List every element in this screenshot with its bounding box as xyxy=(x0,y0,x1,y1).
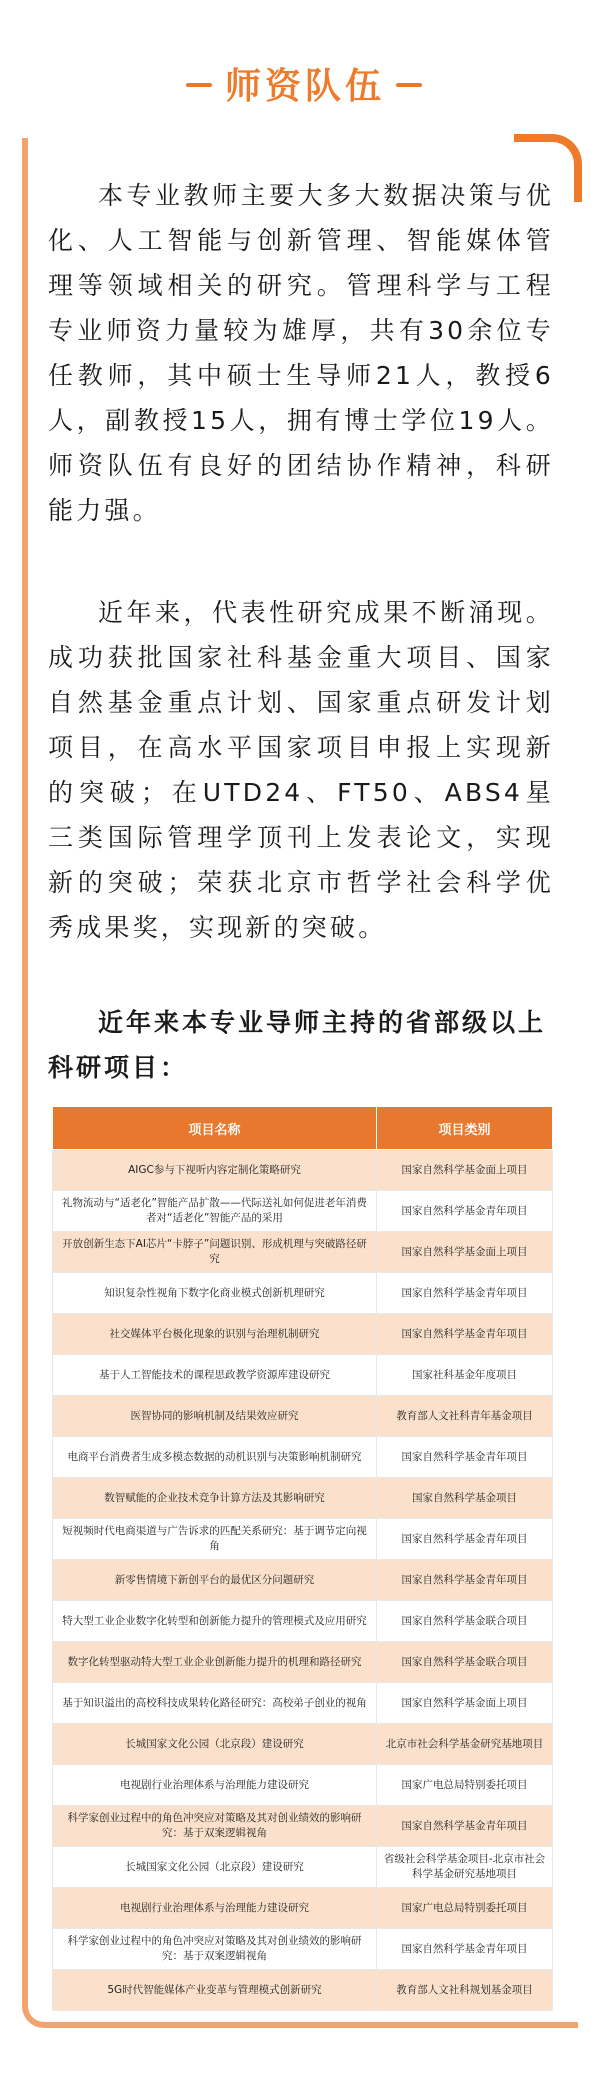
table-row xyxy=(53,1150,553,1191)
table-row xyxy=(53,1191,553,1232)
table-row xyxy=(53,1642,553,1683)
table-header-row xyxy=(53,1107,553,1150)
project-category-cell: 国家自然科学基金青年项目 xyxy=(377,1806,553,1847)
project-name-cell: 科学家创业过程中的角色冲突应对策略及其对创业绩效的影响研究：基于双案逻辑视角 xyxy=(53,1806,377,1847)
project-name-cell: 5G时代智能媒体产业变革与管理模式创新研究 xyxy=(53,1970,377,2011)
project-name-cell: 数字化转型驱动特大型工业企业创新能力提升的机理和路径研究 xyxy=(53,1642,377,1683)
column-header-name: 项目名称 xyxy=(53,1107,377,1150)
achievements-paragraph: 近年来，代表性研究成果不断涌现。成功获批国家社科基金重大项目、国家自然基金重点计划、国家重点研发计划项目，在高水平国家项目申报上实现新的突破；在UTD24、FT50、ABS4星三类国际管理学顶刊上发表论文，实现新的突破；荣获北京市哲学社会科学优秀成果奖，实现新的突破。 xyxy=(48,598,554,942)
project-category-cell: 省级社会科学基金项目-北京市社会科学基金研究基地项目 xyxy=(377,1847,553,1888)
header-decoration-right xyxy=(396,83,422,87)
table-row xyxy=(53,1560,553,1601)
project-name-cell: 电视剧行业治理体系与治理能力建设研究 xyxy=(53,1888,377,1929)
table-row xyxy=(53,1519,553,1560)
table-row xyxy=(53,1970,553,2011)
project-category-cell: 国家自然科学基金青年项目 xyxy=(377,1273,553,1314)
section-title: 师资队伍 xyxy=(224,66,385,107)
project-name-cell: 短视频时代电商渠道与广告诉求的匹配关系研究：基于调节定向视角 xyxy=(53,1519,377,1560)
table-row xyxy=(53,1437,553,1478)
table-row xyxy=(53,1724,553,1765)
project-category-cell: 国家自然科学基金青年项目 xyxy=(377,1191,553,1232)
project-category-cell: 国家社科基金年度项目 xyxy=(377,1355,553,1396)
project-name-cell: 基于知识溢出的高校科技成果转化路径研究：高校弟子创业的视角 xyxy=(53,1683,377,1724)
project-name-cell: 特大型工业企业数字化转型和创新能力提升的管理模式及应用研究 xyxy=(53,1601,377,1642)
project-category-cell: 教育部人文社科青年基金项目 xyxy=(377,1396,553,1437)
project-name-cell: 数智赋能的企业技术竞争计算方法及其影响研究 xyxy=(53,1478,377,1519)
table-row xyxy=(53,1355,553,1396)
table-row xyxy=(53,1765,553,1806)
table-row xyxy=(53,1929,553,1970)
project-category-cell: 国家自然科学基金青年项目 xyxy=(377,1314,553,1355)
project-name-cell: 知识复杂性视角下数字化商业模式创新机理研究 xyxy=(53,1273,377,1314)
project-category-cell: 国家自然科学基金联合项目 xyxy=(377,1642,553,1683)
project-name-cell: 基于人工智能技术的课程思政教学资源库建设研究 xyxy=(53,1355,377,1396)
table-row xyxy=(53,1847,553,1888)
table-row xyxy=(53,1232,553,1273)
projects-table xyxy=(52,1106,553,2011)
table-row xyxy=(53,1478,553,1519)
project-category-cell: 北京市社会科学基金研究基地项目 xyxy=(377,1724,553,1765)
table-row xyxy=(53,1888,553,1929)
project-category-cell: 国家自然科学基金项目 xyxy=(377,1478,553,1519)
section-header xyxy=(0,40,599,107)
project-category-cell: 教育部人文社科规划基金项目 xyxy=(377,1970,553,2011)
project-name-cell: 医智协同的影响机制及结果效应研究 xyxy=(53,1396,377,1437)
project-category-cell: 国家自然科学基金青年项目 xyxy=(377,1437,553,1478)
project-category-cell: 国家自然科学基金青年项目 xyxy=(377,1519,553,1560)
project-name-cell: 新零售情境下新创平台的最优区分问题研究 xyxy=(53,1560,377,1601)
project-name-cell: 社交媒体平台极化现象的识别与治理机制研究 xyxy=(53,1314,377,1355)
project-category-cell: 国家广电总局特别委托项目 xyxy=(377,1765,553,1806)
project-category-cell: 国家自然科学基金面上项目 xyxy=(377,1683,553,1724)
project-name-cell: 开放创新生态下AI芯片“卡脖子”问题识别、形成机理与突破路径研究 xyxy=(53,1232,377,1273)
project-name-cell: 礼物流动与“适老化”智能产品扩散——代际送礼如何促进老年消费者对“适老化”智能产品的采用 xyxy=(53,1191,377,1232)
column-header-category: 项目类别 xyxy=(377,1107,553,1150)
table-row xyxy=(53,1273,553,1314)
project-name-cell: AIGC参与下视听内容定制化策略研究 xyxy=(53,1150,377,1191)
table-row xyxy=(53,1683,553,1724)
project-name-cell: 科学家创业过程中的角色冲突应对策略及其对创业绩效的影响研究：基于双案逻辑视角 xyxy=(53,1929,377,1970)
projects-subheading: 近年来本专业导师主持的省部级以上科研项目： xyxy=(48,1008,547,1082)
table-row xyxy=(53,1314,553,1355)
project-category-cell: 国家广电总局特别委托项目 xyxy=(377,1888,553,1929)
project-category-cell: 国家自然科学基金面上项目 xyxy=(377,1232,553,1273)
project-category-cell: 国家自然科学基金青年项目 xyxy=(377,1560,553,1601)
table-row xyxy=(53,1396,553,1437)
project-category-cell: 国家自然科学基金联合项目 xyxy=(377,1601,553,1642)
project-category-cell: 国家自然科学基金面上项目 xyxy=(377,1150,553,1191)
table-row xyxy=(53,1806,553,1847)
intro-paragraph: 本专业教师主要大多大数据决策与优化、人工智能与创新管理、智能媒体管理等领域相关的研究。管理科学与工程专业师资力量较为雄厚，共有30余位专任教师，其中硕士生导师21人，教授6人，副教授15人，拥有博士学位19人。师资队伍有良好的团结协作精神，科研能力强。 xyxy=(48,181,554,525)
table-row xyxy=(53,1601,553,1642)
project-name-cell: 长城国家文化公园（北京段）建设研究 xyxy=(53,1847,377,1888)
header-decoration-left xyxy=(186,83,212,87)
project-name-cell: 长城国家文化公园（北京段）建设研究 xyxy=(53,1724,377,1765)
project-name-cell: 电商平台消费者生成多模态数据的动机识别与决策影响机制研究 xyxy=(53,1437,377,1478)
project-name-cell: 电视剧行业治理体系与治理能力建设研究 xyxy=(53,1765,377,1806)
project-category-cell: 国家自然科学基金青年项目 xyxy=(377,1929,553,1970)
